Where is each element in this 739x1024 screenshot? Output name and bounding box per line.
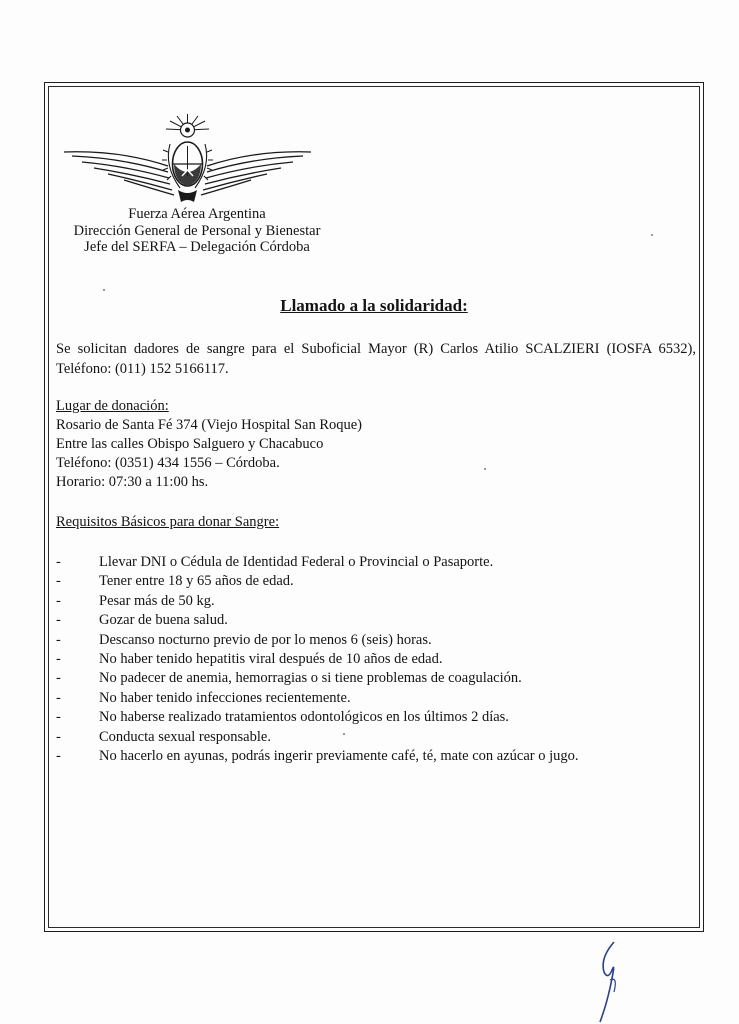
signature-mark	[590, 940, 630, 1024]
list-item	[56, 572, 696, 591]
requirement-text: No haberse realizado tratamientos odontológicos en los últimos 2 días.	[99, 709, 509, 726]
scan-speck	[343, 733, 345, 735]
org-line-direction: Dirección General de Personal y Bienestar	[73, 222, 321, 239]
document-title: Llamado a la solidaridad:	[280, 296, 468, 315]
requirement-text: Conducta sexual responsable.	[99, 728, 271, 745]
list-bullet: -	[56, 650, 61, 667]
org-line-delegation: Jefe del SERFA – Delegación Córdoba	[84, 239, 310, 255]
list-bullet: -	[56, 612, 61, 629]
donation-streets: Entre las calles Obispo Salguero y Chacabuco	[56, 436, 324, 452]
list-item	[56, 747, 696, 766]
list-bullet: -	[56, 747, 61, 764]
list-item	[56, 611, 696, 630]
requirement-text: Pesar más de 50 kg.	[99, 592, 215, 609]
org-line-force: Fuerza Aérea Argentina	[128, 206, 266, 222]
requirement-text: Llevar DNI o Cédula de Identidad Federal o Provincial o Pasaporte.	[99, 554, 494, 570]
requirement-text: Descanso nocturno previo de por lo menos 6 (seis) horas.	[99, 631, 432, 648]
donation-phone: Teléfono: (0351) 434 1556 – Córdoba.	[56, 455, 280, 471]
list-bullet: -	[56, 709, 61, 726]
list-bullet: -	[56, 554, 61, 570]
scan-speck	[103, 289, 105, 291]
requirements-list	[56, 553, 696, 766]
list-item	[56, 669, 696, 688]
list-item	[56, 689, 696, 708]
requirement-text: No haber tenido infecciones recientemente.	[99, 689, 351, 706]
list-item	[56, 592, 696, 611]
list-item	[56, 631, 696, 650]
list-item	[56, 728, 696, 747]
scan-speck	[484, 468, 486, 470]
donation-hours: Horario: 07:30 a 11:00 hs.	[56, 474, 209, 490]
list-bullet: -	[56, 728, 61, 745]
list-bullet: -	[56, 631, 61, 648]
requirement-text: Tener entre 18 y 65 años de edad.	[99, 573, 294, 590]
list-item	[56, 708, 696, 727]
list-bullet: -	[56, 670, 61, 687]
scan-speck	[651, 234, 653, 236]
list-item	[56, 553, 696, 572]
requirement-text: No padecer de anemia, hemorragias o si tiene problemas de coagulación.	[99, 670, 522, 687]
list-bullet: -	[56, 689, 61, 706]
air-force-emblem-icon	[60, 110, 315, 210]
organization-header	[52, 206, 342, 256]
requirement-text: Gozar de buena salud.	[99, 612, 228, 629]
requirements-heading: Requisitos Básicos para donar Sangre:	[56, 514, 280, 530]
donation-place-section	[56, 397, 656, 492]
list-item	[56, 650, 696, 669]
intro-paragraph: Se solicitan dadores de sangre para el Suboficial Mayor (R) Carlos Atilio SCALZIERI (IOSFA 6532), Teléfono: (011) 152 5166117.	[56, 341, 696, 377]
requirement-text: No haber tenido hepatitis viral después de 10 años de edad.	[99, 650, 443, 667]
donation-place-heading: Lugar de donación:	[56, 398, 169, 414]
donation-address: Rosario de Santa Fé 374 (Viejo Hospital San Roque)	[56, 417, 363, 433]
list-bullet: -	[56, 592, 61, 609]
list-bullet: -	[56, 573, 61, 590]
requirement-text: No hacerlo en ayunas, podrás ingerir previamente café, té, mate con azúcar o jugo.	[99, 747, 579, 764]
